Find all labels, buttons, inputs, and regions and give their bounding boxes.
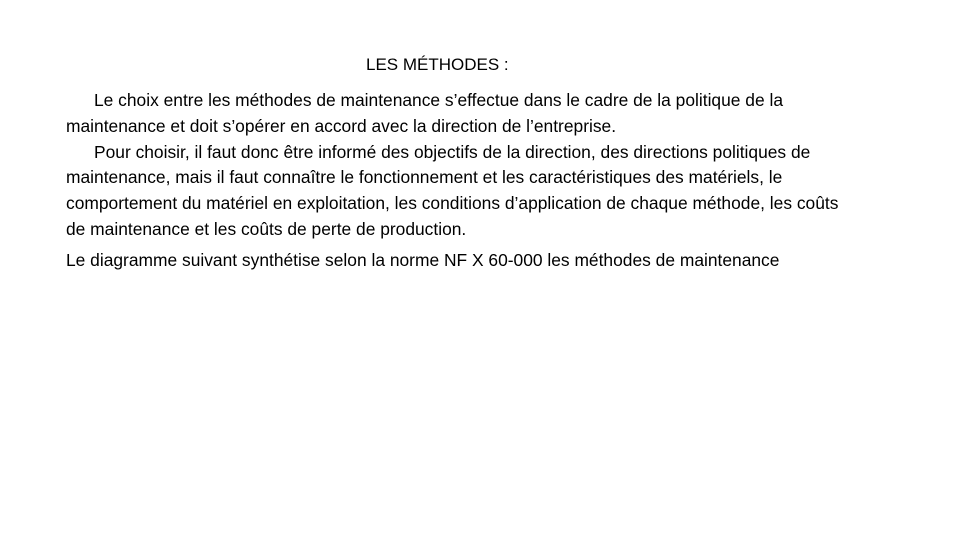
paragraph-choice: Le choix entre les méthodes de maintenance s’effectue dans le cadre de la politique de la maintenance et doit s’opérer en accord avec la direction de l’entreprise. (66, 90, 783, 136)
paragraph-criteria: Pour choisir, il faut donc être informé des objectifs de la direction, des directions politiques de maintenance, mais il faut connaître le fonctionnement et les caractéristiques des matériels, le comportement du matériel en exploitation, les conditions d’application de chaque méthode, les coûts de maintenance et les coûts de perte de production. (66, 141, 839, 239)
slide-body (66, 88, 841, 274)
slide-title: LES MÉTHODES : (366, 55, 509, 74)
paragraph-diagram-intro: Le diagramme suivant synthétise selon la norme NF X 60-000 les méthodes de maintenance (66, 249, 780, 270)
